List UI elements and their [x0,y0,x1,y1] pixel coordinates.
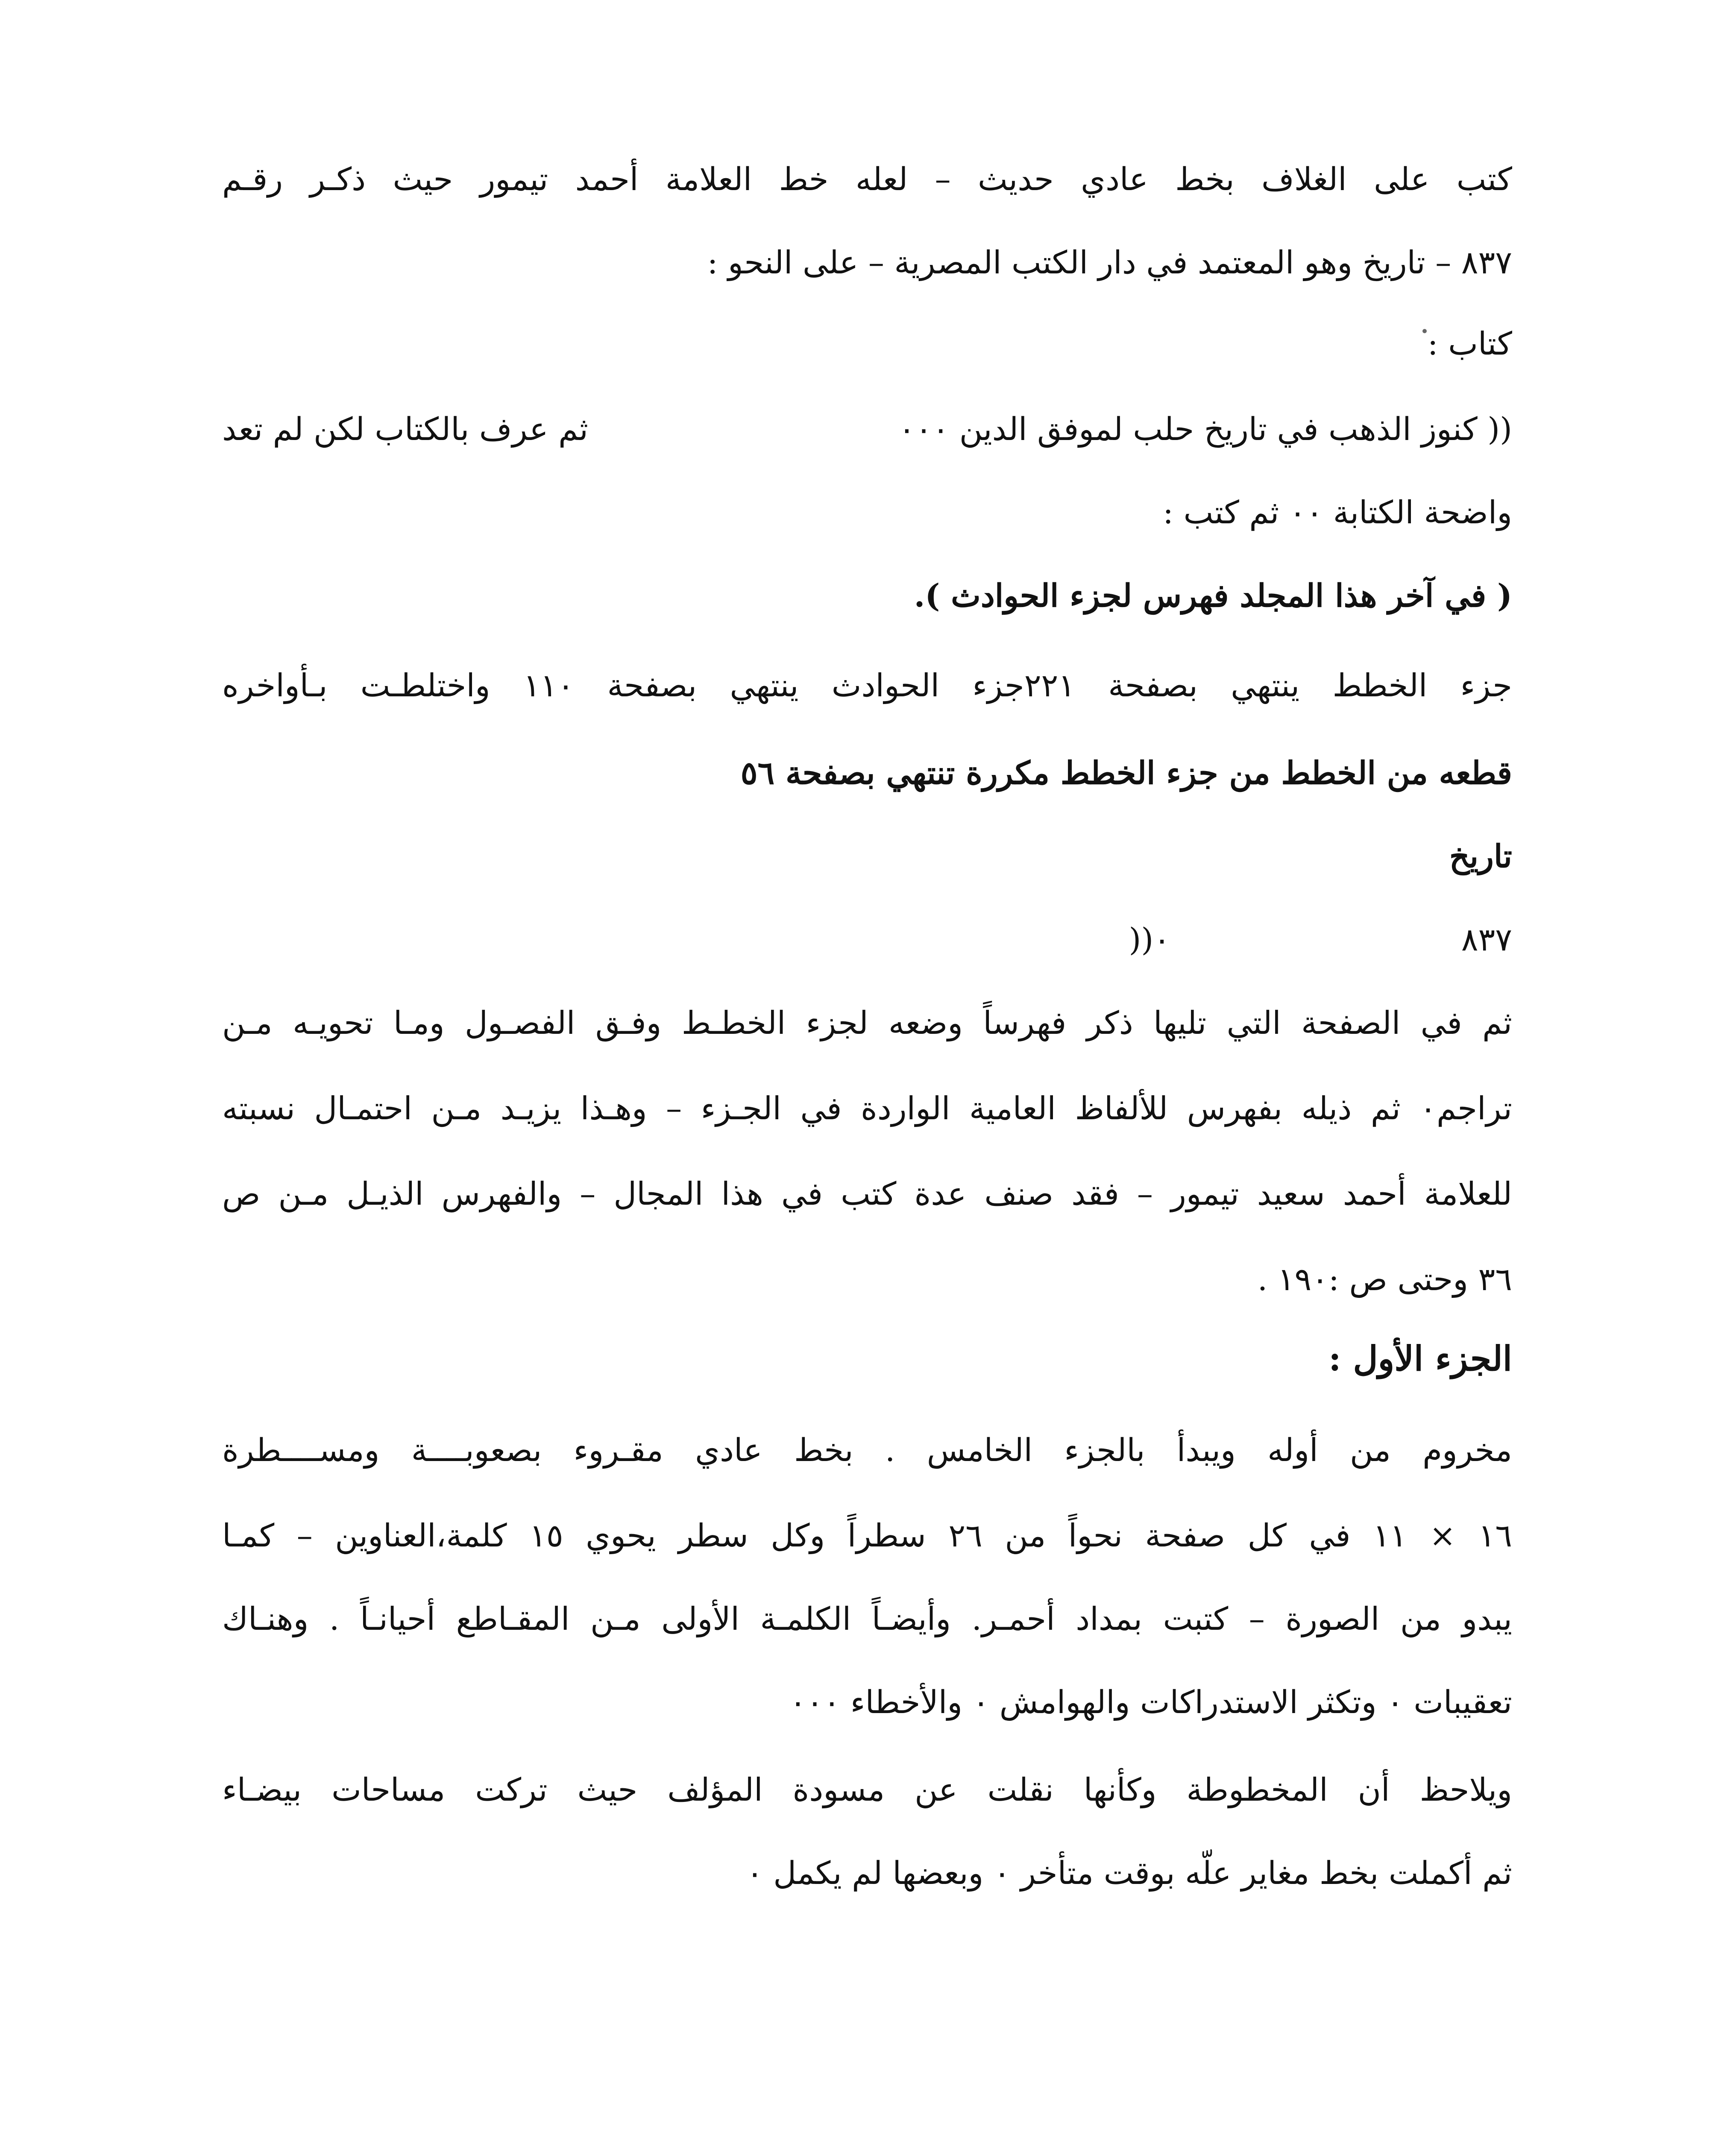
text-segment: ٨٣٧ [1461,921,1512,958]
text-segment: (( كنوز الذهب في تاريخ حلب لموفق الدين ٠٠٠ [898,411,1512,448]
text-line: مخروم من أوله ويبدأ بالجزء الخامس . بخط عادي مقـروء بصعوبــــة ومســــطرة [222,1432,1512,1469]
text-line: تاريخ [1449,838,1512,875]
text-line: تراجم٠ ثم ذيله بفهرس للألفاظ العامية الواردة في الجـزء – وهـذا يزيـد مـن احتمـال نسبته [222,1090,1512,1127]
section-heading: الجزء الأول : [1328,1338,1512,1379]
text-line: ١٦ × ١١ في كل صفحة نحواً من ٢٦ سطراً وكل سطر يحوي ١٥ كلمة،العناوين – كمـا [222,1517,1513,1554]
text-line: يبدو من الصورة – كتبت بمداد أحمـر. وأيضـاً الكلمـة الأولى مـن المقـاطع أحيانـاً . وهنـاك [222,1601,1512,1637]
text-line: كتب على الغلاف بخط عادي حديث – لعله خط العلامة أحمد تيمور حيث ذكـر رقـم [222,161,1512,198]
text-line: ويلاحظ أن المخطوطة وكأنها نقلت عن مسودة المؤلف حيث تركت مساحات بيضـاء [222,1772,1512,1808]
text-line: ( في آخر هذا المجلد فهرس لجزء الحوادث ). [914,578,1512,614]
text-segment: ثم عرف بالكتاب لكن لم تعد [222,411,588,448]
text-line: ٨٣٧ – تاريخ وهو المعتمد في دار الكتب المصرية – على النحو : [707,244,1512,281]
body-text [222,0,1512,1965]
text-line: للعلامة أحمد سعيد تيمور – فقد صنف عدة كتب في هذا المجال – والفهرس الذيـل مـن ص [222,1176,1512,1212]
text-line: ثم في الصفحة التي تليها ذكر فهرساً وضعه لجزء الخطـط وفـق الفصـول ومـا تحويـه مـن [222,1005,1512,1042]
scan-speck [1422,329,1427,333]
text-line: جزء الخطط ينتهي بصفحة ٢٢١جزء الحوادث ينتهي بصفحة ١١٠ واختلطـت بـأواخره [222,667,1513,704]
text-segment: ٠(( [1129,921,1170,958]
text-line: ثم أكملت بخط مغاير علّه بوقت متأخر ٠ وبعضها لم يكمل ٠ [746,1855,1512,1892]
text-line: ٣٦ وحتى ص :١٩٠ . [1257,1261,1512,1298]
text-line: قطعه من الخطط من جزء الخطط مكررة تنتهي بصفحة ٥٦ [740,755,1512,792]
text-line: كتاب : [1427,326,1512,362]
text-line: تعقيبات ٠ وتكثر الاستدراكات والهوامش ٠ والأخطاء ٠٠٠ [789,1684,1512,1721]
text-line: واضحة الكتابة ٠٠ ثم كتب : [1163,494,1512,531]
